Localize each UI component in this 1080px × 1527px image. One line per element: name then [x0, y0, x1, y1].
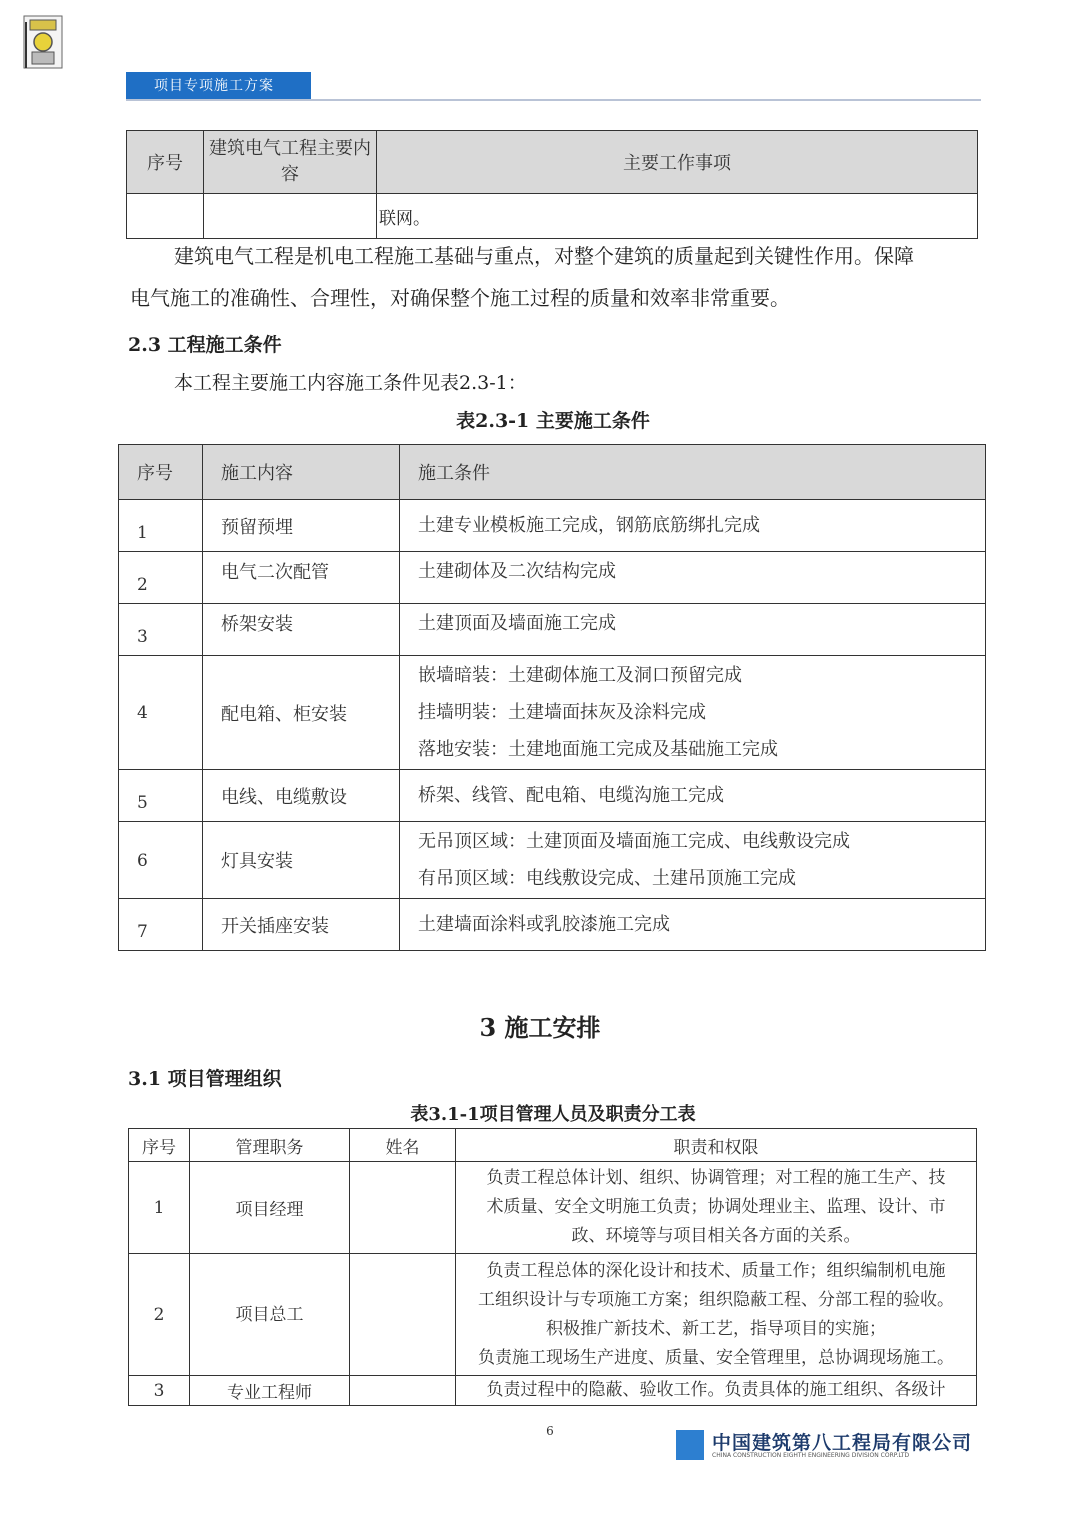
col-header-content: 施工内容 — [203, 445, 400, 500]
table-row — [129, 1162, 977, 1254]
emblem-icon — [22, 14, 64, 70]
cell-condition: 土建墙面涂料或乳胶漆施工完成 — [400, 899, 986, 951]
cell-work: 联网。 — [377, 194, 978, 239]
cell-no: 6 — [119, 822, 203, 899]
header-divider — [126, 99, 981, 101]
cell-content: 电线、电缆敷设 — [203, 770, 400, 822]
table-row — [119, 604, 986, 656]
cell-no: 1 — [119, 500, 203, 552]
cell-name — [350, 1254, 456, 1376]
cell-duty: 负责工程总体计划、组织、协调管理；对工程的施工生产、技 术质量、安全文明施工负责；协调处理业主、监理、设计、市 政、环境等与项目相关各方面的关系。 — [456, 1162, 977, 1254]
paragraph: 本工程主要施工内容施工条件见表2.3-1： — [174, 372, 527, 394]
col-header-no: 序号 — [127, 131, 204, 194]
table-row — [119, 770, 986, 822]
cell-role: 项目经理 — [190, 1162, 350, 1254]
cell-no: 4 — [119, 656, 203, 770]
cell-role: 项目总工 — [190, 1254, 350, 1376]
col-header-role: 管理职务 — [190, 1129, 350, 1162]
col-header-no: 序号 — [129, 1129, 190, 1162]
cell-no: 3 — [119, 604, 203, 656]
table-row — [129, 1376, 977, 1406]
company-name: 中国建筑第八工程局有限公司 — [712, 1432, 973, 1454]
cell-content: 配电箱、柜安装 — [203, 656, 400, 770]
col-header-content: 建筑电气工程主要内容 — [204, 131, 377, 194]
table-row — [119, 552, 986, 604]
cell-condition: 土建砌体及二次结构完成 — [400, 552, 986, 604]
col-header-condition: 施工条件 — [400, 445, 986, 500]
cell-condition: 桥架、线管、配电箱、电缆沟施工完成 — [400, 770, 986, 822]
cell-role: 专业工程师 — [190, 1376, 350, 1406]
cell-no: 7 — [119, 899, 203, 951]
cell-no: 5 — [119, 770, 203, 822]
cell-no: 2 — [119, 552, 203, 604]
cell-content: 预留预埋 — [203, 500, 400, 552]
cell-content — [204, 194, 377, 239]
col-header-work: 主要工作事项 — [377, 131, 978, 194]
paragraph-line: 电气施工的准确性、合理性，对确保整个施工过程的质量和效率非常重要。 — [130, 286, 790, 310]
cell-condition: 无吊顶区域：土建顶面及墙面施工完成、电线敷设完成 有吊顶区域：电线敷设完成、土建吊顶施工完成 — [400, 822, 986, 899]
cell-no: 1 — [129, 1162, 190, 1254]
page-number: 6 — [546, 1424, 554, 1438]
electrical-work-table — [126, 130, 978, 239]
doc-header-tab: 项目专项施工方案 — [126, 72, 311, 100]
management-roles-table — [128, 1128, 977, 1406]
cell-no: 2 — [129, 1254, 190, 1376]
cell-content: 灯具安装 — [203, 822, 400, 899]
chapter-heading: 3 施工安排 — [479, 1013, 601, 1042]
paragraph-line: 建筑电气工程是机电工程施工基础与重点，对整个建筑的质量起到关键性作用。保障 — [174, 244, 914, 268]
table-row — [129, 1254, 977, 1376]
cell-content: 电气二次配管 — [203, 552, 400, 604]
cell-no — [127, 194, 204, 239]
table-caption: 表3.1-1项目管理人员及职责分工表 — [410, 1104, 696, 1125]
company-name-english: CHINA CONSTRUCTION EIGHTH ENGINEERING DIVISION CORP.LTD — [712, 1452, 910, 1459]
table-row — [119, 899, 986, 951]
col-header-name: 姓名 — [350, 1129, 456, 1162]
cell-content: 桥架安装 — [203, 604, 400, 656]
table-row — [119, 822, 986, 899]
cell-condition: 土建专业模板施工完成，钢筋底筋绑扎完成 — [400, 500, 986, 552]
col-header-no: 序号 — [119, 445, 203, 500]
col-header-duty: 职责和权限 — [456, 1129, 977, 1162]
construction-conditions-table — [118, 444, 986, 951]
table-caption: 表2.3-1 主要施工条件 — [456, 410, 650, 432]
cell-name — [350, 1162, 456, 1254]
cell-condition: 嵌墙暗装：土建砌体施工及洞口预留完成 挂墙明装：土建墙面抹灰及涂料完成 落地安装：土建地面施工完成及基础施工完成 — [400, 656, 986, 770]
cell-condition: 土建顶面及墙面施工完成 — [400, 604, 986, 656]
section-heading-3-1: 3.1 项目管理组织 — [128, 1068, 282, 1090]
cell-duty: 负责过程中的隐蔽、验收工作。负责具体的施工组织、各级计 — [456, 1376, 977, 1406]
section-heading-2-3: 2.3 工程施工条件 — [128, 334, 282, 356]
cell-content: 开关插座安装 — [203, 899, 400, 951]
cell-duty: 负责工程总体的深化设计和技术、质量工作；组织编制机电施 工组织设计与专项施工方案；组织隐蔽工程、分部工程的验收。 积极推广新技术、新工艺，指导项目的实施； 负责施工现场生产进度、质量、安全管理里，总协调现场施工。 — [456, 1254, 977, 1376]
cell-no: 3 — [129, 1376, 190, 1406]
table-row — [119, 500, 986, 552]
table-row — [127, 194, 978, 239]
cell-name — [350, 1376, 456, 1406]
table-row — [119, 656, 986, 770]
company-logo-icon — [676, 1430, 704, 1460]
